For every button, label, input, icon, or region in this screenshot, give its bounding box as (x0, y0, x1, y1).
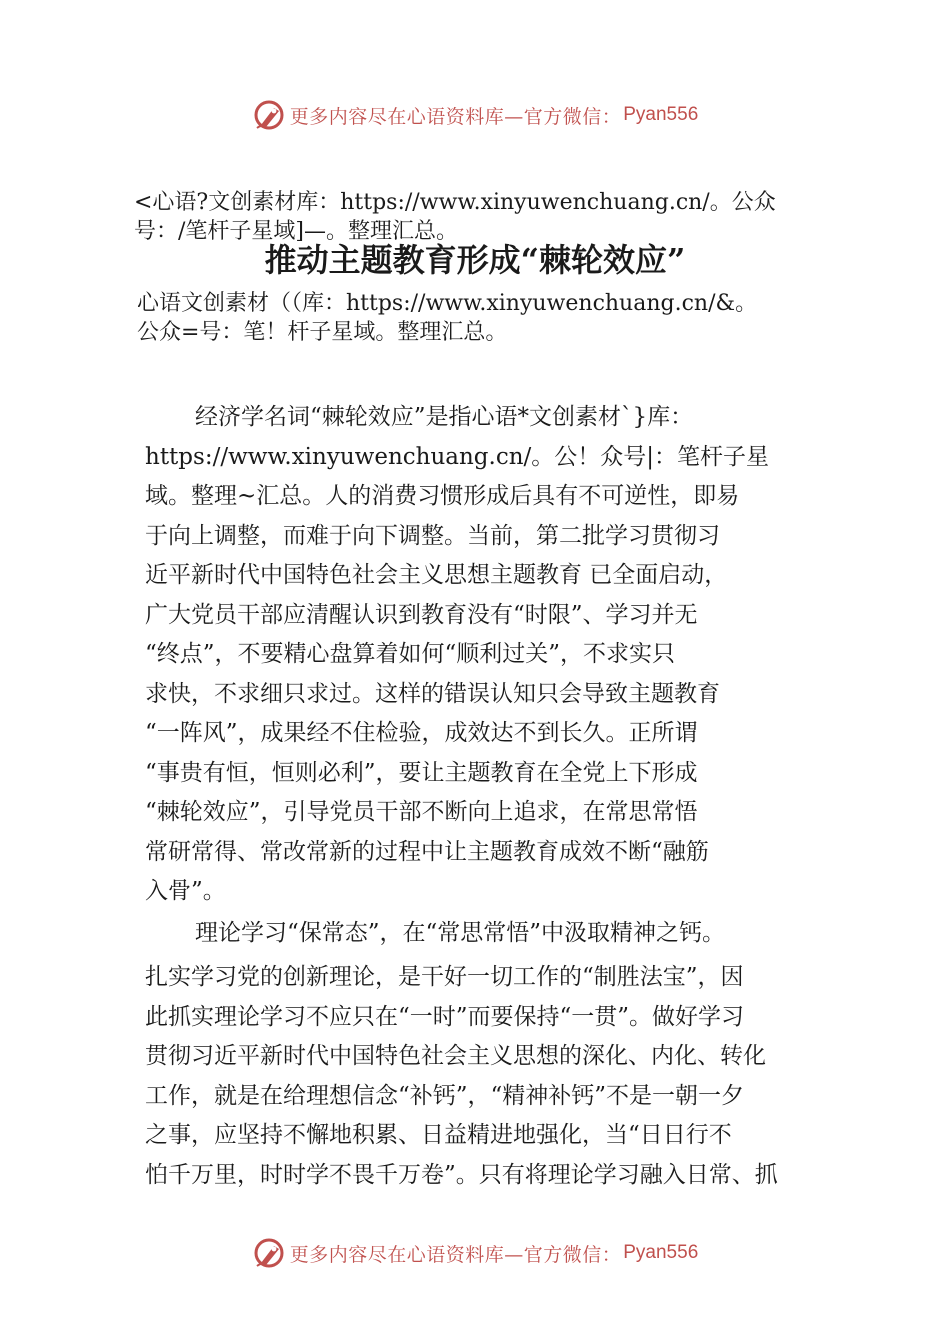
paragraph-line: 扎实学习党的创新理论，是干好一切工作的“制胜法宝”，因 (145, 964, 744, 990)
paragraph-line: 广大党员干部应清醒认识到教育没有“时限”、学习并无 (145, 601, 698, 628)
paragraph-line: 工作，就是在给理想信念“补钙”，“精神补钙”不是一朝一夕 (145, 1082, 745, 1109)
paragraph-line: 于向上调整，而难于向下调整。当前，第二批学习贯彻习 (145, 522, 720, 549)
paragraph-line: 怕千万里，时时学不畏千万卷”。只有将理论学习融入日常、抓 (145, 1161, 778, 1188)
paragraph-line: 经济学名词“棘轮效应”是指心语*文创素材`}库： (195, 404, 694, 430)
paragraph-line: 求快，不求细只求过。这样的错误认知只会导致主题教育 (145, 680, 720, 707)
header-line-2: 号：/笔杆子星域]—。整理汇总。 (134, 219, 458, 244)
paragraph-line: 近平新时代中国特色社会主义思想主题教育 已全面启动， (145, 562, 728, 588)
paragraph-line: “一阵风”，成果经不住检验，成效达不到长久。正所谓 (145, 720, 698, 746)
paragraph-line: 入骨”。 (145, 878, 226, 904)
banner-text: 更多内容尽在心语资料库—官方微信： (289, 1243, 622, 1266)
banner-text: 更多内容尽在心语资料库—官方微信： (289, 105, 622, 128)
pen-nib-seal-icon (252, 1236, 286, 1270)
paragraph-line: “事贵有恒，恒则必利”，要让主题教育在全党上下形成 (145, 759, 698, 786)
paragraph-line: 之事，应坚持不懈地积累、日益精进地强化，当“日日行不 (145, 1122, 732, 1148)
paragraph-1 (145, 398, 769, 912)
paragraph-line: 域。整理~汇总。人的消费习惯形成后具有不可逆性，即易 (145, 483, 740, 509)
top-watermark-banner (0, 95, 950, 135)
page-title: 推动主题教育形成“棘轮效应” (264, 241, 686, 279)
paragraph-line: 常研常得、常改常新的过程中让主题教育成效不断“融筋 (145, 838, 709, 865)
paragraph-line: 此抓实理论学习不应只在“一时”而要保持“一贯”。做好学习 (145, 1003, 745, 1030)
paragraph-line: “终点”，不要精心盘算着如何“顺利过关”，不求实只 (145, 641, 676, 667)
paragraph-line: “棘轮效应”，引导党员干部不断向上追求，在常思常悟 (145, 799, 698, 825)
paragraph-2-heading: 理论学习“保常态”，在“常思常悟”中汲取精神之钙。 (195, 920, 726, 946)
paragraph-line: https://www.xinyuwenchuang.cn/。公！众号|：笔杆子星 (145, 443, 770, 470)
paragraph-2-heading-block (145, 914, 725, 954)
source-line-2: 公众=号：笔！杆子星域。整理汇总。 (137, 320, 508, 345)
paragraph-2 (145, 958, 778, 1195)
header-line-1: <心语?文创素材库：https://www.xinyuwenchuang.cn/。公众 (134, 190, 776, 215)
pen-nib-seal-icon (252, 98, 286, 132)
source-line-1: 心语文创素材（（库：https://www.xinyuwenchuang.cn/&。 (137, 291, 758, 316)
banner-wechat-id: Pyan556 (623, 104, 699, 125)
paragraph-line: 贯彻习近平新时代中国特色社会主义思想的深化、内化、转化 (145, 1043, 766, 1069)
banner-wechat-id: Pyan556 (623, 1242, 699, 1263)
bottom-watermark-banner (0, 1233, 950, 1273)
